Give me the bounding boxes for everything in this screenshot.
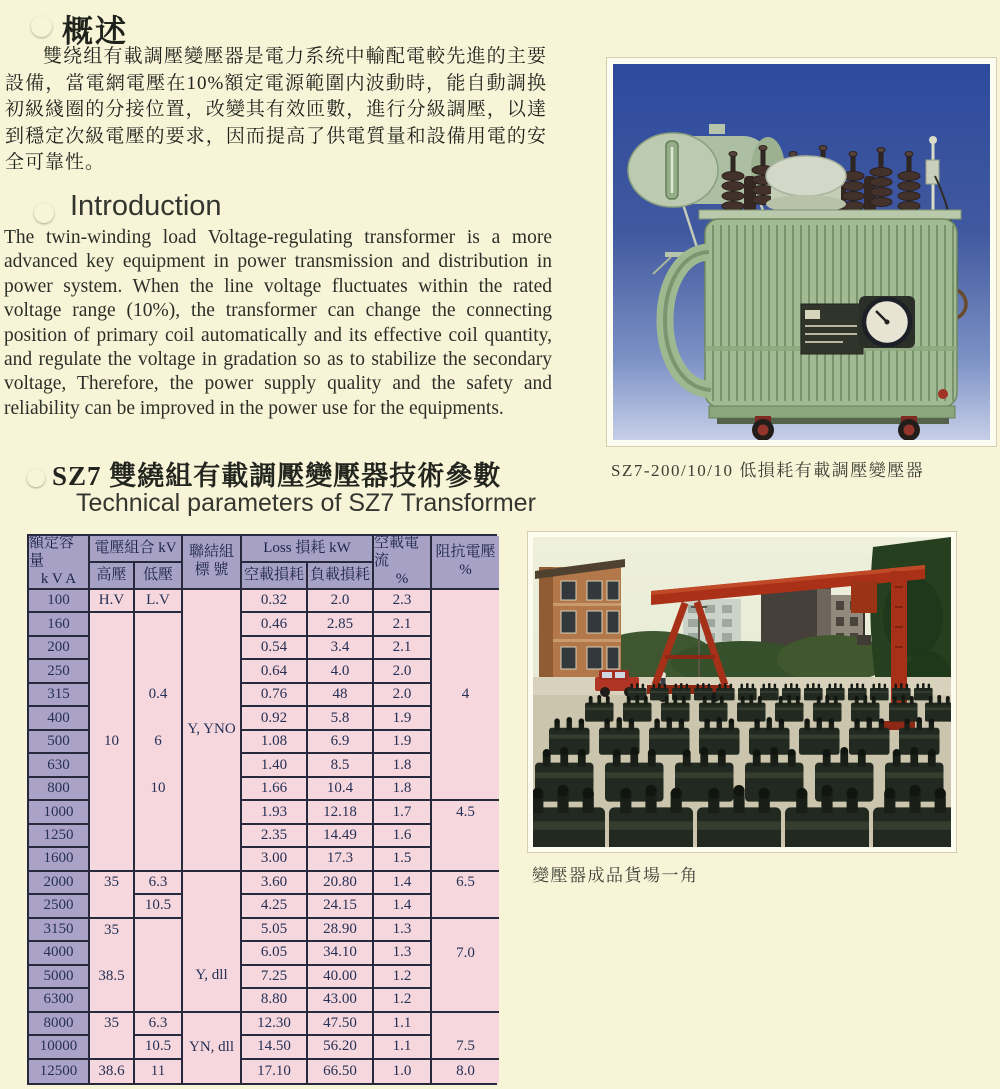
- tap-changer-dome: [766, 156, 846, 213]
- storage-yard-photo-caption: 變壓器成品貨場一角: [532, 866, 699, 885]
- oil-level-gauge: [859, 296, 915, 348]
- no-load-current-cell: 1.3: [374, 919, 432, 942]
- no-load-current-cell: 1.6: [374, 825, 432, 848]
- lv-cell: 6.3: [135, 1013, 183, 1036]
- no-load-loss-cell: 7.25: [242, 966, 308, 989]
- transformer-photo: [606, 57, 997, 447]
- no-load-loss-cell: 1.40: [242, 754, 308, 777]
- transformer-photo-caption: SZ7-200/10/10 低損耗有載調壓變壓器: [611, 461, 925, 480]
- lv-cell: 6.3: [135, 872, 183, 895]
- load-loss-cell: 34.10: [308, 942, 374, 965]
- capacity-cell: 3150: [29, 919, 90, 942]
- header-capacity: 額定容量 k V A: [29, 536, 90, 590]
- load-loss-cell: 40.00: [308, 966, 374, 989]
- green-sphere-bullet-icon: [31, 16, 52, 37]
- no-load-loss-cell: 3.00: [242, 848, 308, 871]
- load-loss-cell: 8.5: [308, 754, 374, 777]
- lv-cell: 0.4 6 10: [135, 613, 183, 871]
- capacity-cell: 8000: [29, 1013, 90, 1036]
- no-load-current-cell: 1.3: [374, 942, 432, 965]
- no-load-loss-cell: 14.50: [242, 1036, 308, 1059]
- no-load-loss-cell: 0.92: [242, 707, 308, 730]
- no-load-current-cell: 1.0: [374, 1060, 432, 1083]
- no-load-current-cell: 1.2: [374, 966, 432, 989]
- no-load-current-cell: 1.4: [374, 872, 432, 895]
- no-load-loss-cell: 2.35: [242, 825, 308, 848]
- connection-cell: Y, YNO: [183, 590, 242, 872]
- overview-paragraph: 雙绕组有載調壓變壓器是電力系统中輸配電較先進的主要設備，當電網電壓在10%額定電源範圍内波動時，能自動調换初級綫圈的分接位置，改變其有效匝數，進行分級調壓，以達到穩定次級電壓的要求，因而提高了供電質量和設備用電的安全可靠性。: [5, 46, 547, 173]
- capacity-cell: 400: [29, 707, 90, 730]
- no-load-loss-cell: 5.05: [242, 919, 308, 942]
- load-loss-cell: 43.00: [308, 989, 374, 1012]
- no-load-loss-cell: 17.10: [242, 1060, 308, 1083]
- capacity-cell: 5000: [29, 966, 90, 989]
- load-loss-cell: 5.8: [308, 707, 374, 730]
- capacity-cell: 200: [29, 637, 90, 660]
- hv-cell: H.V: [90, 590, 135, 613]
- nameplate: [801, 304, 863, 354]
- capacity-cell: 2000: [29, 872, 90, 895]
- parameters-heading-zh: SZ7 雙繞組有載調壓變壓器技術參數: [52, 461, 502, 491]
- no-load-loss-cell: 0.76: [242, 684, 308, 707]
- connection-cell: Y, dll: [183, 872, 242, 1013]
- load-loss-cell: 48: [308, 684, 374, 707]
- no-load-current-cell: 2.1: [374, 613, 432, 636]
- load-loss-cell: 28.90: [308, 919, 374, 942]
- no-load-loss-cell: 0.32: [242, 590, 308, 613]
- no-load-current-cell: 2.0: [374, 684, 432, 707]
- capacity-cell: 1600: [29, 848, 90, 871]
- impedance-cell: 7.0: [432, 919, 499, 1013]
- header-hv: 高壓: [90, 563, 135, 590]
- capacity-cell: 10000: [29, 1036, 90, 1059]
- no-load-current-cell: 1.9: [374, 707, 432, 730]
- capacity-cell: 4000: [29, 942, 90, 965]
- load-loss-cell: 3.4: [308, 637, 374, 660]
- storage-yard-illustration: [533, 537, 951, 847]
- hv-cell: 35: [90, 1013, 135, 1060]
- header-connection: 聯結組 標 號: [183, 536, 242, 590]
- load-loss-cell: 56.20: [308, 1036, 374, 1059]
- impedance-cell: 7.5: [432, 1013, 499, 1060]
- no-load-loss-cell: 4.25: [242, 895, 308, 918]
- capacity-cell: 500: [29, 731, 90, 754]
- no-load-current-cell: 1.8: [374, 754, 432, 777]
- no-load-current-cell: 2.1: [374, 637, 432, 660]
- storage-yard-photo: [527, 531, 957, 853]
- header-impedance: 阻抗電壓 %: [432, 536, 499, 590]
- overview-heading: 概述: [62, 14, 128, 49]
- impedance-cell: 6.5: [432, 872, 499, 919]
- load-loss-cell: 66.50: [308, 1060, 374, 1083]
- parameters-table: [27, 534, 497, 1085]
- load-loss-cell: 2.85: [308, 613, 374, 636]
- no-load-loss-cell: 6.05: [242, 942, 308, 965]
- capacity-cell: 100: [29, 590, 90, 613]
- capacity-cell: 1250: [29, 825, 90, 848]
- load-loss-cell: 12.18: [308, 801, 374, 824]
- load-loss-cell: 2.0: [308, 590, 374, 613]
- introduction-heading: Introduction: [70, 190, 222, 222]
- impedance-cell: 4.5: [432, 801, 499, 871]
- no-load-current-cell: 2.3: [374, 590, 432, 613]
- load-loss-cell: 24.15: [308, 895, 374, 918]
- capacity-cell: 800: [29, 778, 90, 801]
- load-loss-cell: 14.49: [308, 825, 374, 848]
- no-load-loss-cell: 0.64: [242, 660, 308, 683]
- header-lv: 低壓: [135, 563, 183, 590]
- load-loss-cell: 20.80: [308, 872, 374, 895]
- capacity-cell: 2500: [29, 895, 90, 918]
- no-load-loss-cell: 0.54: [242, 637, 308, 660]
- green-sphere-bullet-icon: [34, 203, 54, 223]
- no-load-loss-cell: 1.08: [242, 731, 308, 754]
- no-load-current-cell: 1.4: [374, 895, 432, 918]
- header-load-loss: 負載損耗: [308, 563, 374, 590]
- lv-cell: L.V: [135, 590, 183, 613]
- brick-building: [535, 559, 625, 681]
- impedance-cell: 4: [432, 590, 499, 801]
- no-load-loss-cell: 0.46: [242, 613, 308, 636]
- no-load-current-cell: 1.5: [374, 848, 432, 871]
- lv-cell: 10.5: [135, 895, 183, 918]
- header-no-load-current: 空載電流 %: [374, 536, 432, 590]
- load-loss-cell: 4.0: [308, 660, 374, 683]
- capacity-cell: 630: [29, 754, 90, 777]
- no-load-current-cell: 1.9: [374, 731, 432, 754]
- no-load-loss-cell: 12.30: [242, 1013, 308, 1036]
- capacity-cell: 160: [29, 613, 90, 636]
- no-load-loss-cell: 8.80: [242, 989, 308, 1012]
- hv-cell: 35: [90, 872, 135, 919]
- green-sphere-bullet-icon: [27, 469, 45, 487]
- hv-cell: 38.6: [90, 1060, 135, 1083]
- hv-cell: 10: [90, 613, 135, 871]
- capacity-cell: 6300: [29, 989, 90, 1012]
- capacity-cell: 315: [29, 684, 90, 707]
- load-loss-cell: 6.9: [308, 731, 374, 754]
- load-loss-cell: 17.3: [308, 848, 374, 871]
- header-loss-group: Loss 損耗 kW: [242, 536, 374, 563]
- hv-cell: 35 38.5: [90, 919, 135, 1013]
- load-loss-cell: 47.50: [308, 1013, 374, 1036]
- no-load-loss-cell: 1.66: [242, 778, 308, 801]
- no-load-current-cell: 1.1: [374, 1013, 432, 1036]
- header-voltage-group: 電壓組合 kV: [90, 536, 183, 563]
- lv-cell: 10.5: [135, 1036, 183, 1059]
- introduction-paragraph: The twin-winding load Voltage-regulating transformer is a more advanced key equipment in power transmission and distribution in power system. When the line voltage fluctuates within the rated voltage range (10%), the transformer can change the connecting position of primary coil automatically and its effective coil quantity, and regulate the voltage in gradation so as to stabilize the secondary voltage, Therefore, the power supply quality and the safety and reliability can be improved in the power use for the equipments.: [4, 227, 552, 419]
- lv-cell: [135, 919, 183, 1013]
- header-no-load-loss: 空載損耗: [242, 563, 308, 590]
- parameters-heading-en: Technical parameters of SZ7 Transformer: [76, 489, 536, 517]
- no-load-current-cell: 1.7: [374, 801, 432, 824]
- lv-cell: 11: [135, 1060, 183, 1083]
- no-load-current-cell: 1.8: [374, 778, 432, 801]
- load-loss-cell: 10.4: [308, 778, 374, 801]
- transformer-photo-illustration: [613, 64, 990, 440]
- capacity-cell: 12500: [29, 1060, 90, 1083]
- no-load-current-cell: 2.0: [374, 660, 432, 683]
- no-load-current-cell: 1.2: [374, 989, 432, 1012]
- impedance-cell: 8.0: [432, 1060, 499, 1083]
- capacity-cell: 250: [29, 660, 90, 683]
- no-load-loss-cell: 3.60: [242, 872, 308, 895]
- connection-cell: YN, dll: [183, 1013, 242, 1083]
- no-load-loss-cell: 1.93: [242, 801, 308, 824]
- no-load-current-cell: 1.1: [374, 1036, 432, 1059]
- capacity-cell: 1000: [29, 801, 90, 824]
